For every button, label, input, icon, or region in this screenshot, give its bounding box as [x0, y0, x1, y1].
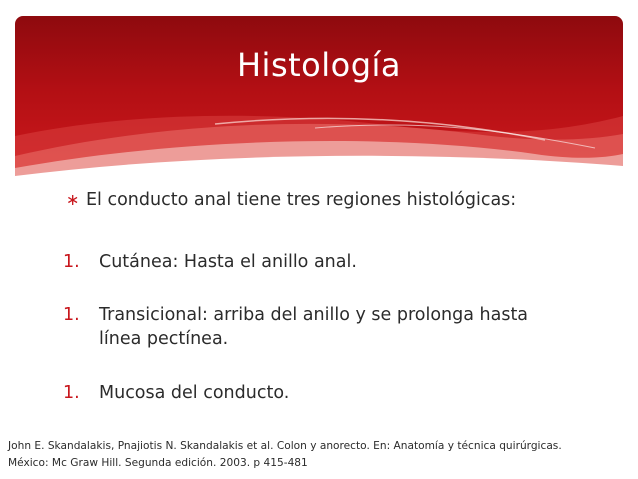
banner-wave-decoration [15, 16, 623, 181]
reference-line: México: Mc Graw Hill. Segunda edición. 2003. p 415-481 [8, 457, 308, 469]
list-item-text: Mucosa del conducto. [99, 383, 290, 403]
list-number: 1. [63, 305, 80, 325]
list-item-text: Transicional: arriba del anillo y se prolonga hasta línea pectínea. [99, 305, 529, 349]
bullet-icon: ∗ [66, 190, 80, 209]
page-title: Histología [236, 46, 402, 84]
list-number: 1. [63, 383, 80, 403]
list-number: 1. [63, 252, 80, 272]
title-banner [15, 16, 623, 181]
reference-line: John E. Skandalakis, Pnajiotis N. Skandalakis et al. Colon y anorecto. En: Anatomía y técnica quirúrgicas. [8, 440, 562, 452]
list-item-text: Cutánea: Hasta el anillo anal. [99, 252, 357, 272]
bullet-text: El conducto anal tiene tres regiones histológicas: [86, 190, 517, 210]
reference-citation [8, 438, 618, 472]
